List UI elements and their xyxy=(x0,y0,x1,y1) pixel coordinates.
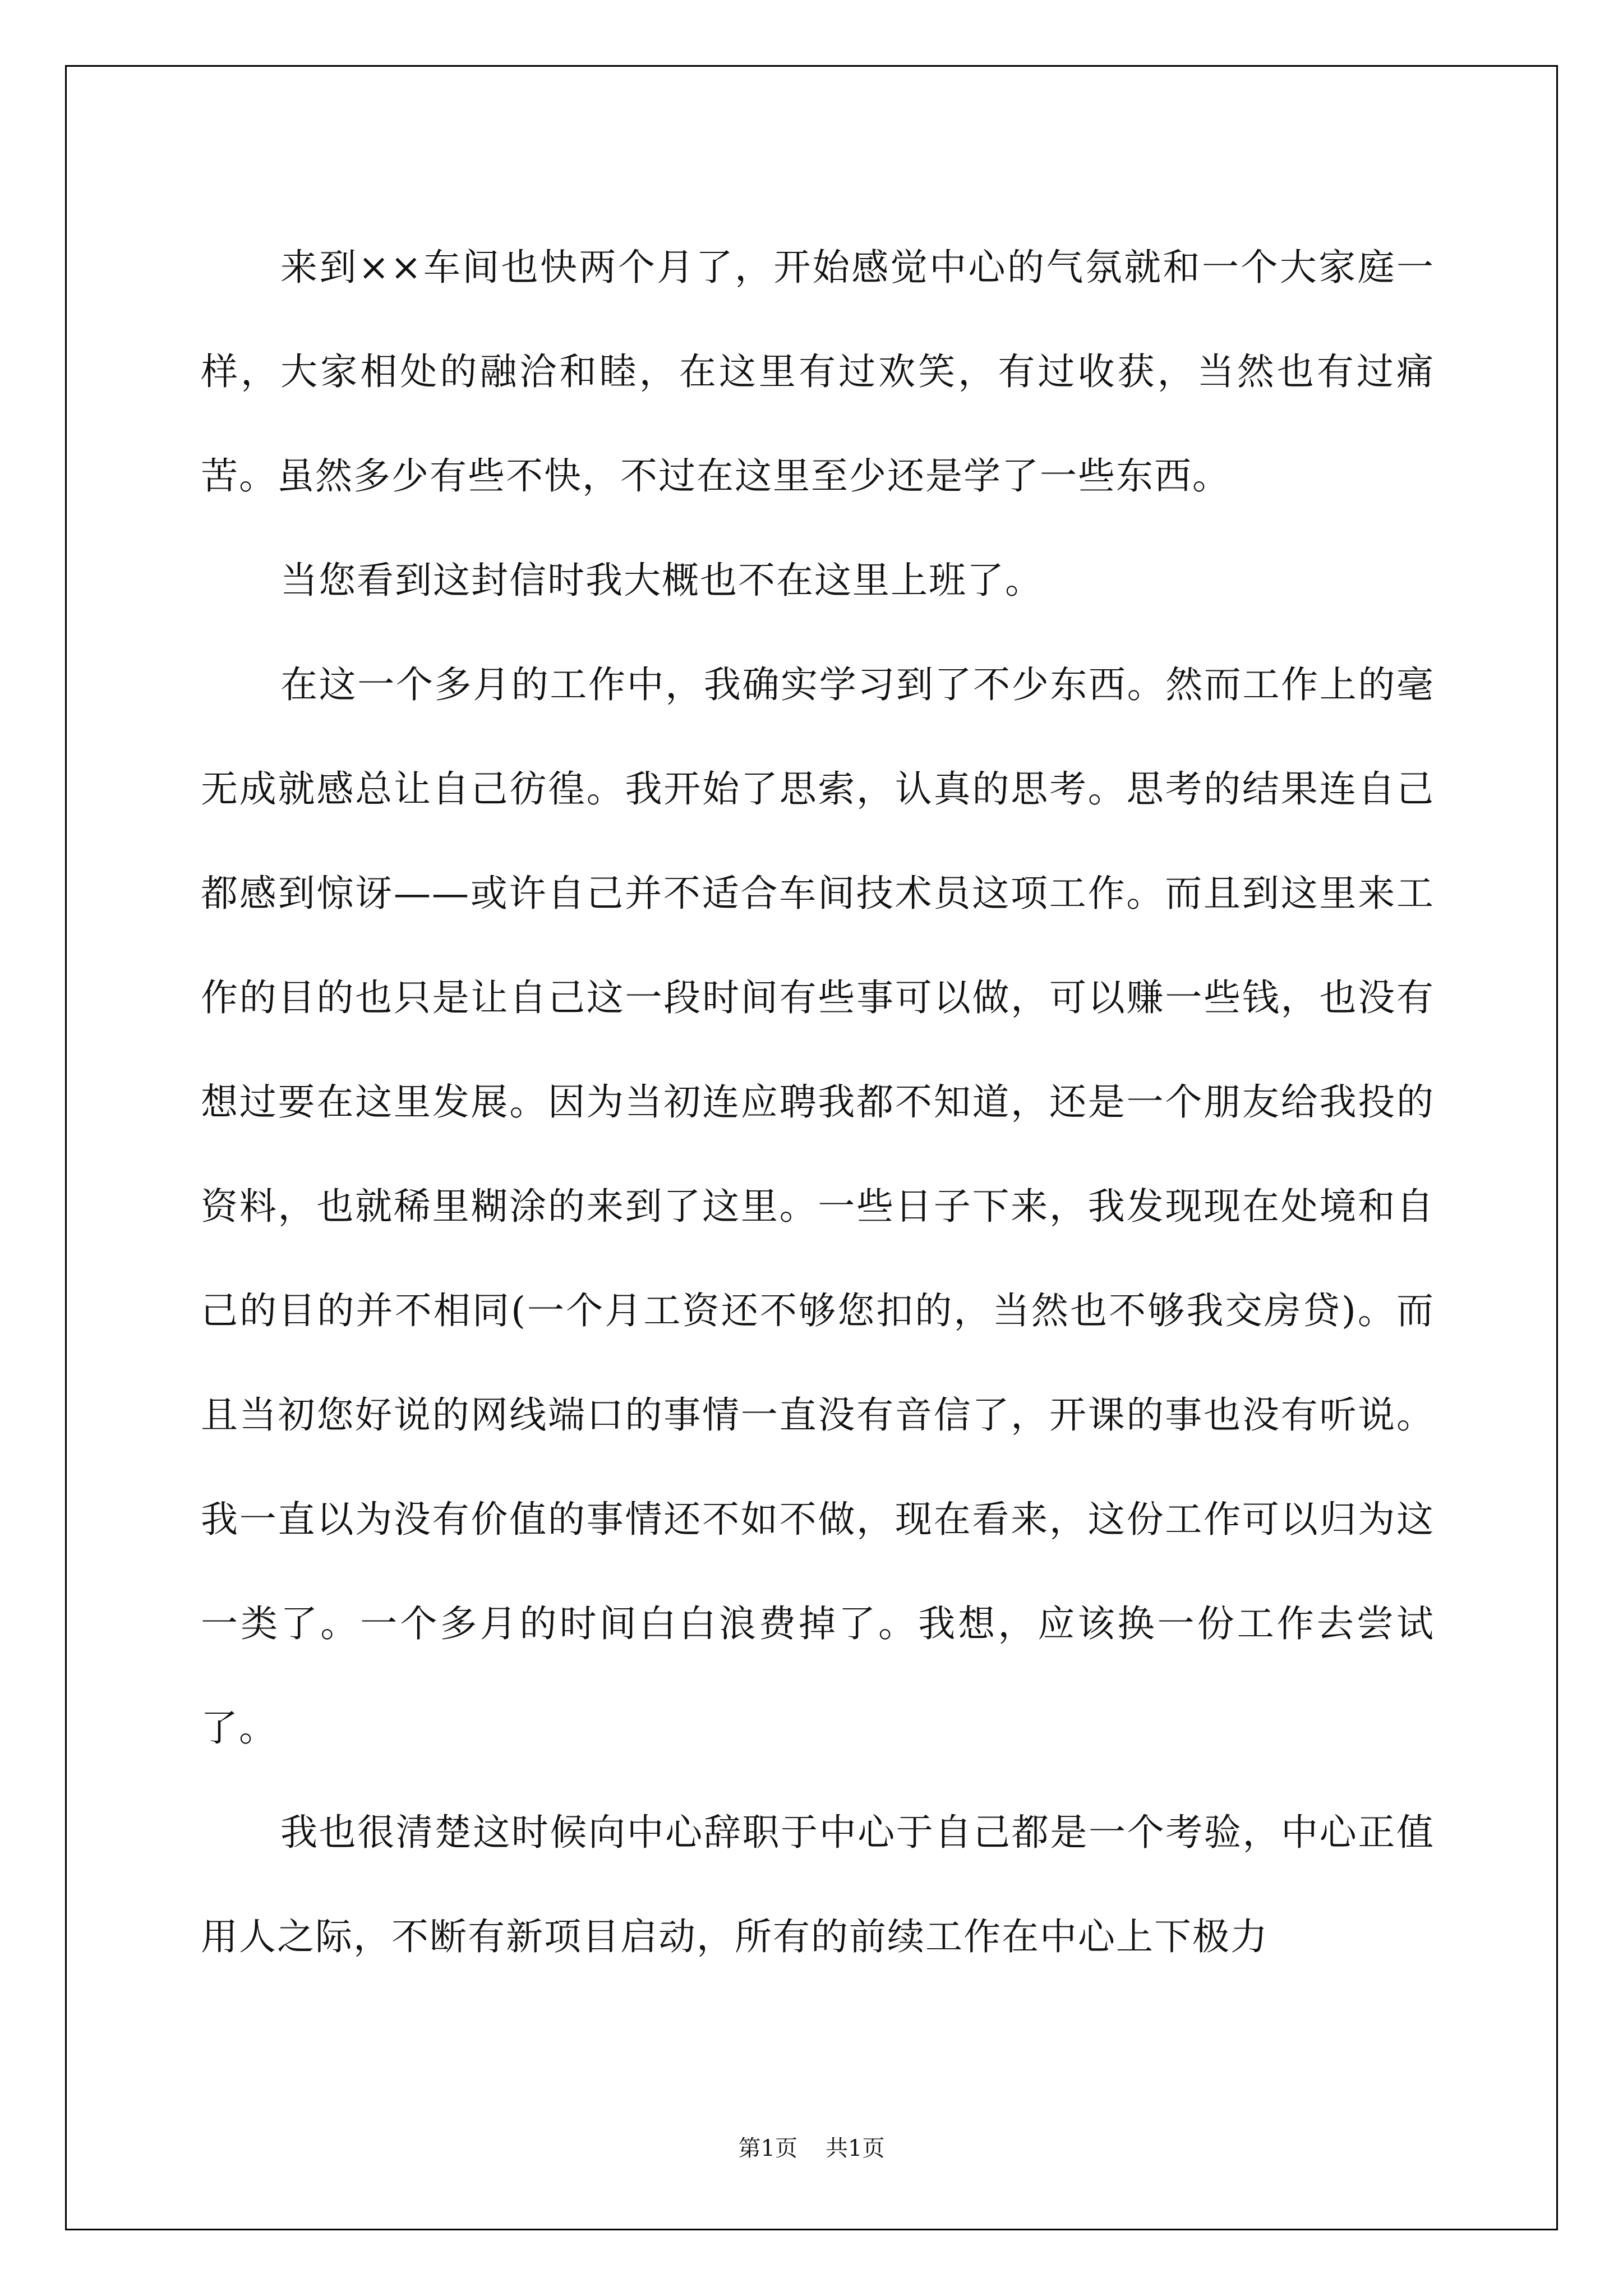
page-footer xyxy=(0,2132,1623,2165)
document-body xyxy=(201,215,1435,1989)
paragraph-1: 来到××车间也快两个月了，开始感觉中心的气氛就和一个大家庭一样，大家相处的融洽和睦，在这里有过欢笑，有过收获，当然也有过痛苦。虽然多少有些不快，不过在这里至少还是学了一些东西。 xyxy=(201,246,1435,498)
paragraph-2: 当您看到这封信时我大概也不在这里上班了。 xyxy=(280,559,1043,602)
paragraph-4: 我也很清楚这时候向中心辞职于中心于自己都是一个考验，中心正值用人之际，不断有新项目启动，所有的前续工作在中心上下极力 xyxy=(201,1811,1435,1958)
page-number: 第1页 xyxy=(738,2136,797,2161)
paragraph-3: 在这一个多月的工作中，我确实学习到了不少东西。然而工作上的毫无成就感总让自己彷徨。我开始了思索，认真的思考。思考的结果连自己都感到惊讶——或许自己并不适合车间技术员这项工作。而且到这里来工作的目的也只是让自己这一段时间有些事可以做，可以赚一些钱，也没有想过要在这里发展。因为当初连应聘我都不知道，还是一个朋友给我投的资料，也就稀里糊涂的来到了这里。一些日子下来，我发现现在处境和自己的目的并不相同(一个月工资还不够您扣的，当然也不够我交房贷)。而且当初您好说的网线端口的事情一直没有音信了，开课的事也没有听说。我一直以为没有价值的事情还不如不做，现在看来，这份工作可以归为这一类了。一个多月的时间白白浪费掉了。我想，应该换一份工作去尝试了。 xyxy=(201,663,1435,1750)
total-pages: 共1页 xyxy=(826,2136,885,2161)
